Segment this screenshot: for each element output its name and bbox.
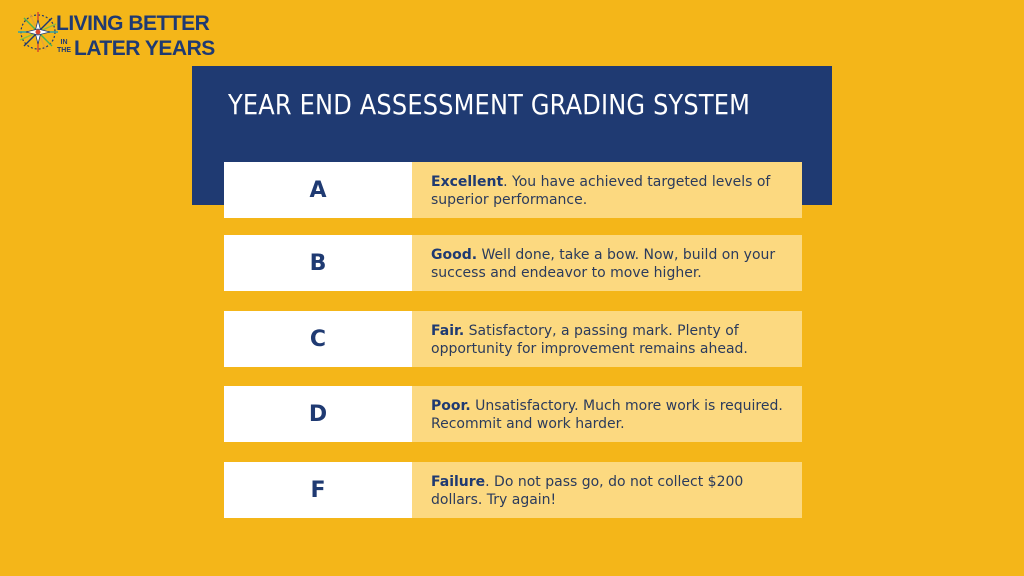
grade-label: Fair. <box>431 323 465 339</box>
grade-row-d <box>224 386 802 442</box>
grade-letter: C <box>224 311 412 367</box>
grade-row-a <box>224 162 802 218</box>
grade-letter: A <box>224 162 412 218</box>
grade-text: Unsatisfactory. Much more work is required. Recommit and work harder. <box>431 398 783 432</box>
grade-description <box>412 462 802 518</box>
grade-row-f <box>224 462 802 518</box>
grade-text: Well done, take a bow. Now, build on your success and endeavor to move higher. <box>431 247 776 281</box>
brand-the-text: THE <box>57 47 71 54</box>
brand-in-text: IN <box>60 39 68 46</box>
brand-logo <box>16 8 226 60</box>
grade-label: Good. <box>431 247 478 263</box>
brand-in-the <box>56 39 72 55</box>
grade-text: Satisfactory, a passing mark. Plenty of opportunity for improvement remains ahead. <box>431 323 748 357</box>
grade-text: . Do not pass go, do not collect $200 dollars. Try again! <box>431 474 744 508</box>
grade-letter: B <box>224 235 412 291</box>
grade-row-c <box>224 311 802 367</box>
grade-description <box>412 162 802 218</box>
grade-description <box>412 235 802 291</box>
grade-letter: D <box>224 386 412 442</box>
grade-label: Excellent <box>431 174 504 190</box>
grade-row-b <box>224 235 802 291</box>
grade-description <box>412 386 802 442</box>
grade-letter: F <box>224 462 412 518</box>
grade-label: Failure <box>431 474 486 490</box>
grade-label: Poor. <box>431 398 471 414</box>
grade-text: . You have achieved targeted levels of superior performance. <box>431 174 771 208</box>
grade-description <box>412 311 802 367</box>
page-title: YEAR END ASSESSMENT GRADING SYSTEM <box>228 88 751 121</box>
compass-star-icon <box>16 10 60 54</box>
brand-line2: LATER YEARS <box>74 37 215 60</box>
brand-line1: LIVING BETTER <box>56 12 210 35</box>
